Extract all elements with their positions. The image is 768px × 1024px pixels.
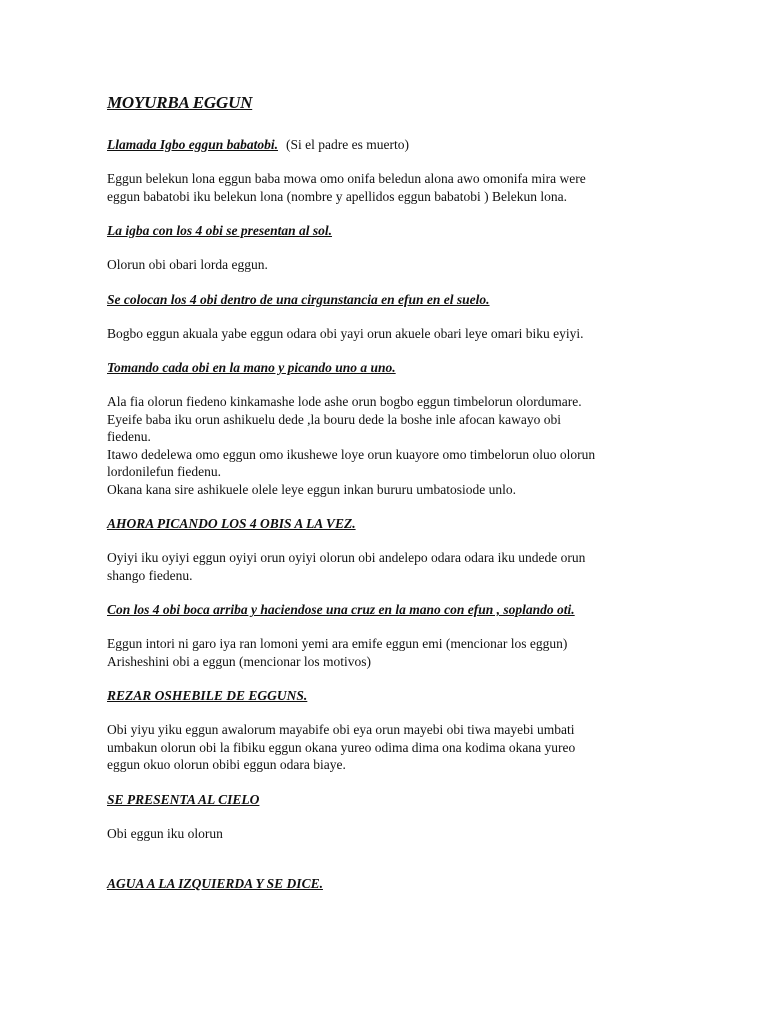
- heading-text: AGUA A LA IZQUIERDA Y SE DICE.: [107, 876, 323, 891]
- spacer: [107, 859, 667, 875]
- section-heading: [107, 291, 667, 308]
- section-heading: [107, 222, 667, 239]
- section-paragraph: [107, 170, 667, 205]
- section-heading: [107, 791, 667, 808]
- heading-text: Con los 4 obi boca arriba y haciendose una cruz en la mano con efun , soplando oti.: [107, 602, 575, 617]
- section-paragraph: [107, 825, 667, 843]
- section-colocan: [107, 291, 667, 343]
- section-con-los-4-obi: [107, 601, 667, 670]
- section-paragraph: [107, 325, 667, 343]
- section-se-presenta: [107, 791, 667, 843]
- text-line: Eyeife baba iku orun ashikuelu dede ,la bouru dede la boshe inle afocan kawayo obi: [107, 411, 561, 427]
- heading-text: Se colocan los 4 obi dentro de una cirgunstancia en efun en el suelo.: [107, 291, 490, 307]
- text-line: Olorun obi obari lorda eggun.: [107, 257, 268, 272]
- heading-text: AHORA PICANDO LOS 4 OBIS A LA VEZ.: [107, 516, 356, 531]
- text-line: shango fiedenu.: [107, 567, 193, 583]
- text-line: Okana kana sire ashikuele olele leye eggun inkan bururu umbatosiode unlo.: [107, 481, 517, 497]
- text-line: Ala fia olorun fiedeno kinkamashe lode ashe orun bogbo eggun timbelorun olordumare.: [107, 394, 582, 409]
- text-line: Arisheshini obi a eggun (mencionar los motivos): [107, 653, 371, 669]
- text-line: eggun babatobi iku belekun lona (nombre y apellidos eggun babatobi ) Belekun lona.: [107, 188, 568, 204]
- section-ahora: [107, 515, 667, 584]
- heading-text: REZAR OSHEBILE DE EGGUNS.: [107, 688, 308, 703]
- section-heading: [107, 515, 667, 532]
- text-line: Obi yiyu yiku eggun awalorum mayabife obi eya orun mayebi obi tiwa mayebi umbati: [107, 722, 575, 737]
- section-heading: [107, 875, 667, 892]
- section-paragraph: [107, 635, 667, 670]
- document-page: [107, 93, 667, 909]
- text-line: lordonilefun fiedenu.: [107, 464, 221, 479]
- section-heading: [107, 136, 667, 153]
- section-igba: [107, 222, 667, 274]
- section-agua: [107, 875, 667, 892]
- section-paragraph: [107, 256, 667, 274]
- section-paragraph: [107, 549, 667, 584]
- text-line: Eggun intori ni garo iya ran lomoni yemi ara emife eggun emi (mencionar los eggun): [107, 636, 568, 651]
- section-heading: [107, 687, 667, 704]
- heading-text: Tomando cada obi en la mano y picando uno a uno.: [107, 360, 396, 375]
- text-line: Bogbo eggun akuala yabe eggun odara obi yayi orun akuele obari leye omari biku eyiyi.: [107, 325, 584, 341]
- text-line: Obi eggun iku olorun: [107, 825, 223, 841]
- text-line: Itawo dedelewa omo eggun omo ikushewe loye orun kuayore omo timbelorun oluo olorun: [107, 446, 596, 462]
- section-tomando: [107, 359, 667, 498]
- section-paragraph: [107, 721, 667, 774]
- text-line: eggun okuo olorun obibi eggun odara biaye.: [107, 757, 346, 772]
- section-llamada: [107, 136, 667, 205]
- document-title: MOYURBA EGGUN: [107, 93, 253, 112]
- text-line: Eggun belekun lona eggun baba mowa omo onifa beledun alona awo omonifa mira were: [107, 171, 586, 186]
- section-rezar: [107, 687, 667, 774]
- section-paragraph: [107, 393, 667, 498]
- heading-text: Llamada Igbo eggun babatobi.: [107, 137, 279, 152]
- heading-text: La igba con los 4 obi se presentan al sol.: [107, 223, 333, 238]
- section-heading: [107, 601, 667, 618]
- heading-note: (Si el padre es muerto): [286, 137, 409, 152]
- section-heading: [107, 359, 667, 376]
- text-line: fiedenu.: [107, 429, 151, 444]
- text-line: umbakun olorun obi la fibiku eggun okana yureo odima dima ona kodima okana yureo: [107, 739, 576, 755]
- heading-text: SE PRESENTA AL CIELO: [107, 791, 260, 807]
- text-line: Oyiyi iku oyiyi eggun oyiyi orun oyiyi olorun obi andelepo odara odara iku undede orun: [107, 550, 586, 565]
